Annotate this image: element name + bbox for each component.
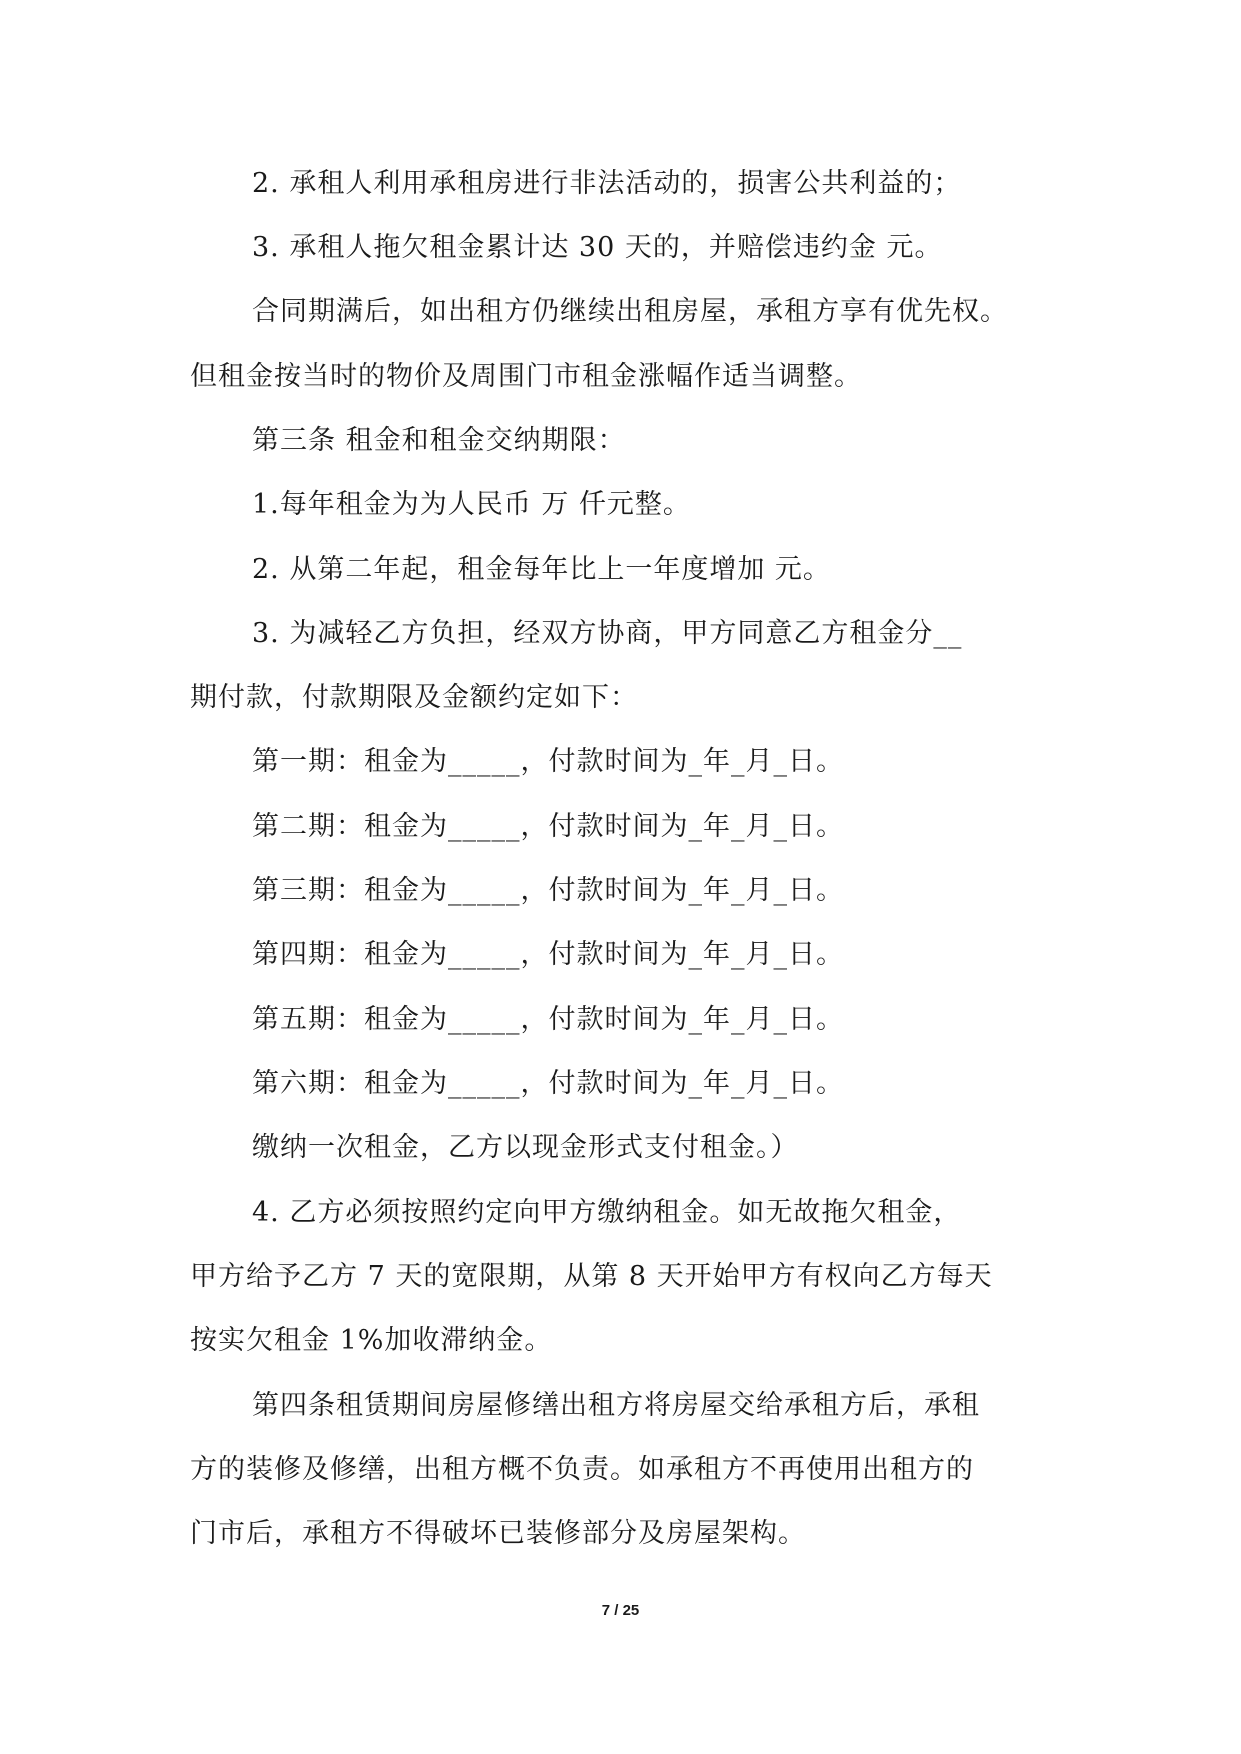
text-line: 2. 从第二年起，租金每年比上一年度增加 元。 [252,554,831,585]
text-line: 2. 承租人利用承租房进行非法活动的，损害公共利益的； [252,168,962,199]
text-line: 3. 为减轻乙方负担，经双方协商，甲方同意乙方租金分__ [252,618,963,649]
payment-period-line: 第一期：租金为_____，付款时间为_年_月_日。 [252,746,844,777]
payment-period-line: 第六期：租金为_____，付款时间为_年_月_日。 [252,1068,844,1099]
text-line: 4. 乙方必须按照约定向甲方缴纳租金。如无故拖欠租金， [252,1197,962,1228]
text-line: 缴纳一次租金，乙方以现金形式支付租金。） [252,1132,799,1163]
payment-period-line: 第三期：租金为_____，付款时间为_年_月_日。 [252,875,844,906]
payment-period-line: 第五期：租金为_____，付款时间为_年_月_日。 [252,1004,844,1035]
text-line: 按实欠租金 1%加收滞纳金。 [190,1325,553,1356]
text-line: 合同期满后，如出租方仍继续出租房屋，承租方享有优先权。 [252,296,1008,327]
payment-period-line: 第四期：租金为_____，付款时间为_年_月_日。 [252,939,844,970]
text-line: 3. 承租人拖欠租金累计达 30 天的，并赔偿违约金 元。 [252,232,943,263]
section-heading: 第四条租赁期间房屋修缮出租方将房屋交给承租方后，承租 [252,1390,980,1421]
text-line: 1.每年租金为为人民币 万 仟元整。 [252,489,691,520]
text-line: 门市后，承租方不得破坏已装修部分及房屋架构。 [190,1518,806,1549]
section-heading: 第三条 租金和租金交纳期限： [252,425,626,456]
page-indicator: 7 / 25 [601,1602,640,1619]
text-line: 但租金按当时的物价及周围门市租金涨幅作适当调整。 [190,361,862,392]
text-line: 方的装修及修缮，出租方概不负责。如承租方不再使用出租方的 [190,1454,974,1485]
payment-period-line: 第二期：租金为_____，付款时间为_年_月_日。 [252,811,844,842]
text-line: 甲方给予乙方 7 天的宽限期，从第 8 天开始甲方有权向乙方每天 [190,1261,993,1292]
text-line: 期付款，付款期限及金额约定如下： [190,682,638,713]
